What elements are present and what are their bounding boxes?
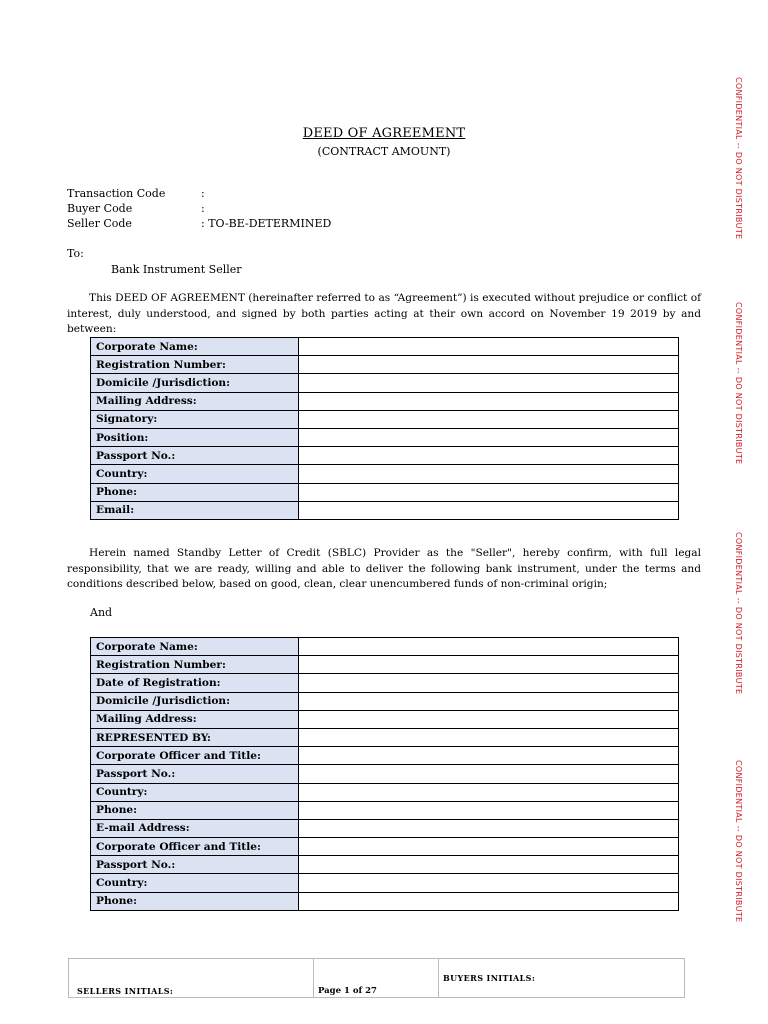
table-row <box>91 483 679 501</box>
field-label: Corporate Name: <box>91 338 299 356</box>
document-subtitle: (CONTRACT AMOUNT) <box>317 145 451 158</box>
intro-text: This DEED OF AGREEMENT (hereinafter referred to as “Agreement”) is executed without prejudice or conflict of interest, duly understood, and signed by both parties acting at their own accord on November 19 2019 by and between: <box>67 292 701 335</box>
field-value[interactable] <box>299 501 679 519</box>
table-row <box>91 674 679 692</box>
table-row <box>91 392 679 410</box>
field-value[interactable] <box>299 710 679 728</box>
table-row <box>91 765 679 783</box>
field-value[interactable] <box>299 483 679 501</box>
transaction-code-row <box>67 186 331 201</box>
seller-initials-label: SELLERS INITIALS: <box>77 986 174 996</box>
field-value[interactable] <box>299 638 679 656</box>
field-value[interactable] <box>299 892 679 910</box>
page-number-cell <box>314 959 439 997</box>
seller-initials-cell[interactable] <box>69 959 314 997</box>
field-value[interactable] <box>299 428 679 446</box>
table-row <box>91 338 679 356</box>
table-row <box>91 638 679 656</box>
seller-paragraph <box>67 546 701 593</box>
buyer-code-value: : <box>201 202 205 215</box>
field-value[interactable] <box>299 838 679 856</box>
transaction-code-label: Transaction Code <box>67 187 166 200</box>
field-value[interactable] <box>299 765 679 783</box>
field-label: Corporate Officer and Title: <box>91 838 299 856</box>
table-row <box>91 747 679 765</box>
table-row <box>91 783 679 801</box>
table-row <box>91 819 679 837</box>
field-label: Corporate Name: <box>91 638 299 656</box>
field-value[interactable] <box>299 338 679 356</box>
field-label: REPRESENTED BY: <box>91 728 299 746</box>
field-value[interactable] <box>299 356 679 374</box>
table-row <box>91 874 679 892</box>
field-value[interactable] <box>299 728 679 746</box>
field-value[interactable] <box>299 819 679 837</box>
field-label: Passport No.: <box>91 856 299 874</box>
field-label: Email: <box>91 501 299 519</box>
field-label: Phone: <box>91 483 299 501</box>
field-value[interactable] <box>299 801 679 819</box>
field-label: Country: <box>91 465 299 483</box>
confidential-watermark: CONFIDENTIAL -- DO NOT DISTRIBUTE <box>734 77 743 240</box>
table-row <box>91 410 679 428</box>
field-label: Registration Number: <box>91 656 299 674</box>
field-label: Country: <box>91 874 299 892</box>
field-value[interactable] <box>299 783 679 801</box>
field-value[interactable] <box>299 447 679 465</box>
seller-code-row <box>67 216 331 231</box>
field-label: Corporate Officer and Title: <box>91 747 299 765</box>
buyer-details-table <box>90 637 679 911</box>
field-value[interactable] <box>299 874 679 892</box>
code-block <box>67 186 331 231</box>
seller-text: Herein named Standby Letter of Credit (SBLC) Provider as the "Seller", hereby confirm, with full legal responsibility, that we are ready, willing and able to deliver the following bank instrument, under the terms and conditions described below, based on good, clean, clear unencumbered funds of non-criminal origin; <box>67 547 701 590</box>
field-label: E-mail Address: <box>91 819 299 837</box>
page-footer <box>68 958 685 998</box>
table-row <box>91 428 679 446</box>
table-row <box>91 728 679 746</box>
field-label: Position: <box>91 428 299 446</box>
addressee-name: Bank Instrument Seller <box>111 263 242 276</box>
addressee-label: To: <box>67 247 84 260</box>
transaction-code-value: : <box>201 187 205 200</box>
field-value[interactable] <box>299 692 679 710</box>
buyer-code-row <box>67 201 331 216</box>
field-label: Mailing Address: <box>91 710 299 728</box>
seller-details-table <box>90 337 679 520</box>
field-value[interactable] <box>299 392 679 410</box>
field-value[interactable] <box>299 374 679 392</box>
page-number: Page 1 of 27 <box>318 986 377 996</box>
field-value[interactable] <box>299 856 679 874</box>
table-row <box>91 447 679 465</box>
field-label: Phone: <box>91 892 299 910</box>
field-label: Signatory: <box>91 410 299 428</box>
field-label: Country: <box>91 783 299 801</box>
field-label: Passport No.: <box>91 765 299 783</box>
intro-paragraph <box>67 291 701 338</box>
field-value[interactable] <box>299 465 679 483</box>
seller-code-value: : TO-BE-DETERMINED <box>201 217 332 230</box>
buyer-initials-cell[interactable] <box>439 959 684 997</box>
confidential-watermark: CONFIDENTIAL -- DO NOT DISTRIBUTE <box>734 302 743 465</box>
confidential-watermark: CONFIDENTIAL -- DO NOT DISTRIBUTE <box>734 760 743 923</box>
field-label: Domicile /Jurisdiction: <box>91 692 299 710</box>
table-row <box>91 356 679 374</box>
table-row <box>91 465 679 483</box>
confidential-watermark: CONFIDENTIAL -- DO NOT DISTRIBUTE <box>734 532 743 695</box>
table-row <box>91 856 679 874</box>
table-row <box>91 838 679 856</box>
seller-code-label: Seller Code <box>67 217 132 230</box>
field-value[interactable] <box>299 674 679 692</box>
and-label: And <box>90 606 113 619</box>
table-row <box>91 656 679 674</box>
buyer-code-label: Buyer Code <box>67 202 133 215</box>
field-value[interactable] <box>299 410 679 428</box>
field-label: Date of Registration: <box>91 674 299 692</box>
table-row <box>91 374 679 392</box>
buyer-initials-label: BUYERS INITIALS: <box>443 973 536 983</box>
field-label: Phone: <box>91 801 299 819</box>
table-row <box>91 710 679 728</box>
field-value[interactable] <box>299 747 679 765</box>
table-row <box>91 692 679 710</box>
field-label: Passport No.: <box>91 447 299 465</box>
field-label: Domicile /Jurisdiction: <box>91 374 299 392</box>
table-row <box>91 801 679 819</box>
field-label: Mailing Address: <box>91 392 299 410</box>
field-value[interactable] <box>299 656 679 674</box>
field-label: Registration Number: <box>91 356 299 374</box>
table-row <box>91 501 679 519</box>
table-row <box>91 892 679 910</box>
document-title: DEED OF AGREEMENT <box>302 126 466 141</box>
